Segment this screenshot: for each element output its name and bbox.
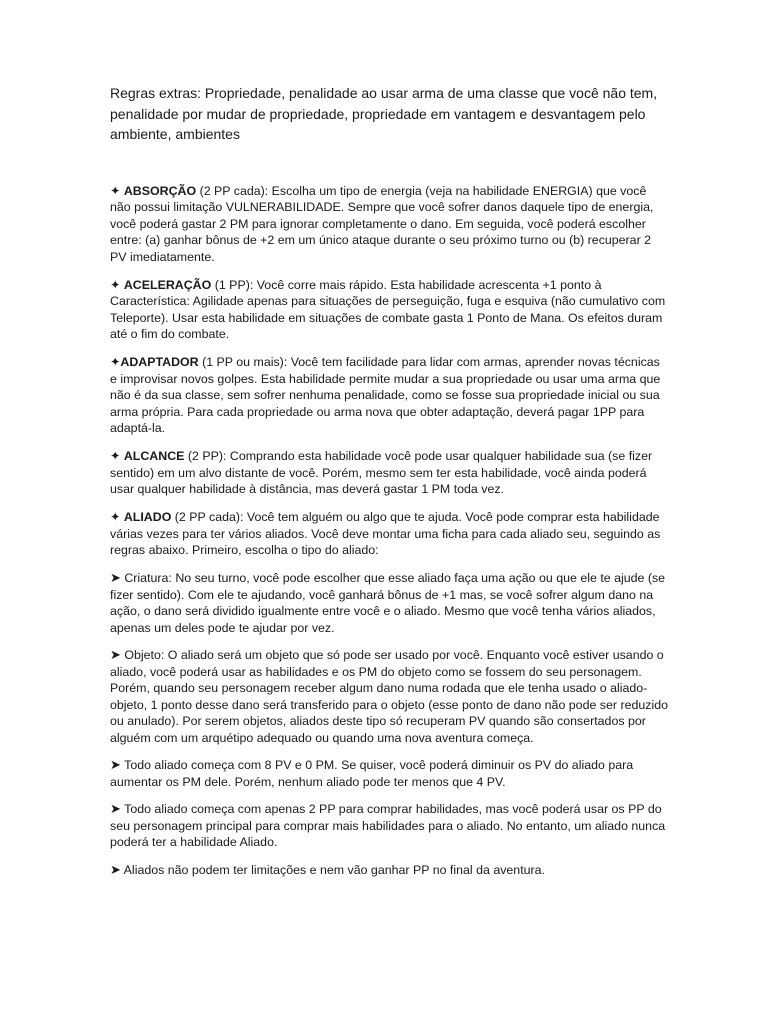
entry-text: : Você tem alguém ou algo que te ajuda. Você pode comprar esta habilidade várias vezes para ter vários aliados. Você deve montar uma ficha para cada aliado seu, seguindo as regras abaixo. Primeiro, escolha o tipo do aliado: (110, 510, 661, 557)
star-bullet-icon: ✦ (110, 355, 121, 369)
entry-text: : Comprando esta habilidade você pode usar qualquer habilidade sua (se fizer sentido) em um alvo distante de você. Porém, mesmo sem ter esta habilidade, você ainda poderá usar qualquer habilidade à distância, mas deverá gastar 1 PM toda vez. (110, 449, 653, 496)
entry-cost: (1 PP) (211, 277, 250, 292)
subitem-criatura (110, 570, 668, 636)
entry-adaptador (110, 354, 668, 437)
arrow-bullet-icon: ➤ (110, 801, 121, 816)
entry-name: ALCANCE (123, 449, 185, 463)
entry-name: ACELERAÇÃO (123, 277, 212, 292)
subitem-limitacoes (110, 862, 668, 879)
subitem-text: Criatura: No seu turno, você pode escolher que esse aliado faça uma ação ou que ele te ajude (se fizer sentido). Com ele te ajudando, você ganhará bônus de +1 mas, se você sofrer algum dano na ação, o dano será dividido igualmente entre você e o aliado. Mesmo que você tenha vários aliados, apenas um deles pode te ajudar por vez. (110, 571, 666, 635)
star-bullet-icon: ✦ (110, 449, 121, 463)
arrow-bullet-icon: ➤ (110, 861, 121, 877)
entry-aceleracao (110, 277, 668, 343)
entry-text: : Você tem facilidade para lidar com armas, aprender novas técnicas e improvisar novos golpes. Esta habilidade permite mudar a sua propriedade ou usar uma arma que não é da sua classe, sem sofrer nenhuma penalidade, como se fosse sua propriedade inicial ou sua arma própria. Para cada propriedade ou arma nova que obter adaptação, deverá pagar 1PP para adaptá-la. (110, 355, 661, 435)
arrow-bullet-icon: ➤ (110, 570, 121, 585)
subitem-objeto (110, 647, 668, 746)
entry-text: : Você corre mais rápido. Esta habilidade acrescenta +1 ponto à Característica: Agilidade apenas para situações de perseguição, fuga e esquiva (não cumulativo com Teleporte). Usar esta habilidade em situações de combate gasta 1 Ponto de Mana. Os efeitos duram até o fim do combate. (110, 277, 666, 341)
star-bullet-icon: ✦ (110, 510, 121, 524)
entry-name: ALIADO (123, 510, 172, 524)
entry-alcance (110, 448, 668, 498)
star-bullet-icon: ✦ (110, 277, 121, 292)
entry-text: : Escolha um tipo de energia (veja na habilidade ENERGIA) que você não possui limitação VULNERABILIDADE. Sempre que você sofrer danos daquele tipo de energia, você poderá gastar 2 PM para ignorar completamente o dano. Em seguida, você poderá escolher entre: (a) ganhar bônus de +2 em um único ataque durante o seu próximo turno ou (b) recuperar 2 PV imediatamente. (110, 183, 654, 264)
entry-name: ABSORÇÃO (123, 183, 197, 198)
entry-cost: (2 PP cada) (171, 510, 240, 524)
subitem-pp (110, 801, 668, 851)
subitem-text: Todo aliado começa com 8 PV e 0 PM. Se quiser, você poderá diminuir os PV do aliado para aumentar os PM dele. Porém, nenhum aliado pode ter menos que 4 PV. (110, 758, 634, 789)
subitem-pv-pm (110, 757, 668, 790)
subitem-text: Objeto: O aliado será um objeto que só pode ser usado por você. Enquanto você estiver usando o aliado, você poderá usar as habilidades e os PM do objeto como se fossem do seu personagem. Porém, quando seu personagem receber algum dano numa rodada que ele tenha usado o aliado-objeto, 1 ponto desse dano será transferido para o objeto (esse ponto de dano não pode ser reduzido ou anulado). Por serem objetos, aliados deste tipo só recuperam PV quando são consertados por alguém com um arquétipo adequado ou quando uma nova aventura começa. (110, 648, 668, 745)
entry-cost: (2 PP cada) (196, 183, 265, 198)
entry-absorcao (110, 183, 668, 266)
subitem-text: Aliados não podem ter limitações e nem vão ganhar PP no final da aventura. (123, 862, 545, 877)
entry-name: ADAPTADOR (120, 355, 199, 369)
subitem-text: Todo aliado começa com apenas 2 PP para comprar habilidades, mas você poderá usar os PP do seu personagem principal para comprar mais habilidades para o aliado. No entanto, um aliado nunca poderá ter a habilidade Aliado. (110, 802, 666, 849)
star-bullet-icon: ✦ (110, 183, 121, 198)
entry-cost: (2 PP) (184, 449, 223, 463)
arrow-bullet-icon: ➤ (110, 647, 121, 662)
entry-cost: (1 PP ou mais) (198, 355, 284, 369)
arrow-bullet-icon: ➤ (110, 757, 121, 772)
intro-paragraph: Regras extras: Propriedade, penalidade ao usar arma de uma classe que você não tem, penalidade por mudar de propriedade, propriedade em vantagem e desvantagem pelo ambiente, ambientes (110, 85, 658, 142)
entry-aliado (110, 509, 668, 559)
